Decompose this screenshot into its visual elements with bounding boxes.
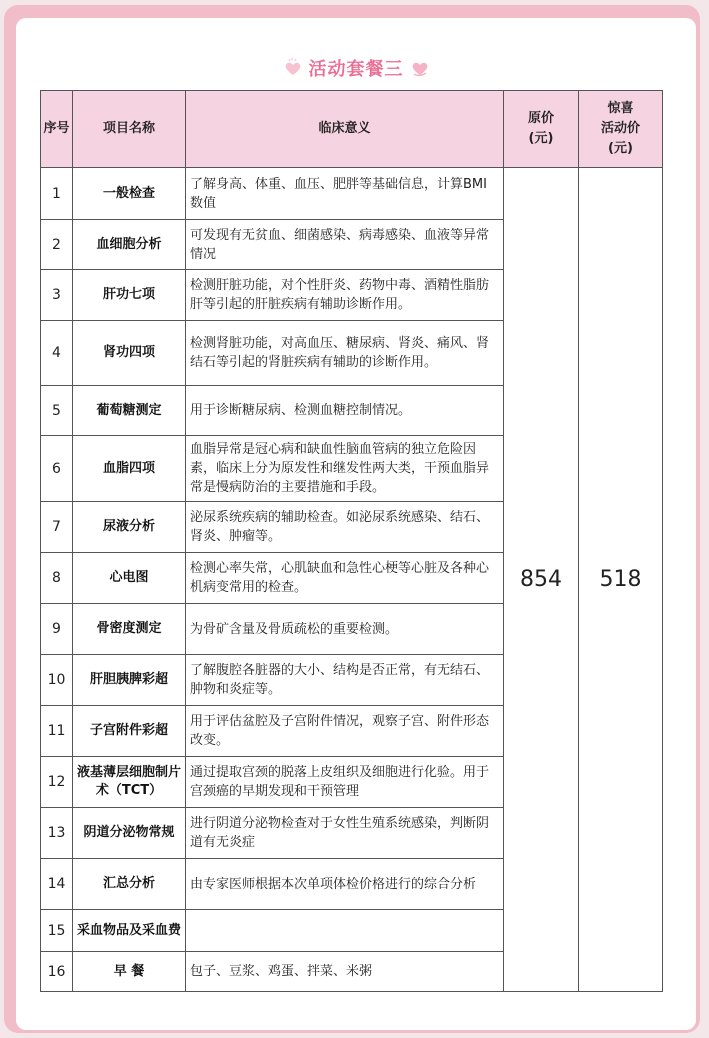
- row-name: 葡萄糖测定: [73, 386, 186, 436]
- header-original-price-line2: (元): [528, 131, 554, 146]
- header-original-price-line1: 原价: [527, 111, 554, 126]
- heart-right-icon: [410, 58, 430, 78]
- row-desc: 用于评估盆腔及子宫附件情况，观察子宫、附件形态改变。: [186, 706, 504, 757]
- row-name: 肝功七项: [73, 270, 186, 321]
- row-name: 液基薄层细胞制片术（TCT）: [73, 757, 186, 808]
- table-row: [41, 168, 663, 220]
- original-price: 854: [504, 168, 579, 992]
- header-name: 项目名称: [73, 91, 186, 168]
- row-name: 血脂四项: [73, 436, 186, 502]
- row-desc: [186, 910, 504, 952]
- row-name: 肾功四项: [73, 321, 186, 386]
- header-promo-price: [579, 91, 663, 168]
- row-desc: 了解腹腔各脏器的大小、结构是否正常，有无结石、肿物和炎症等。: [186, 655, 504, 706]
- row-name: 阴道分泌物常规: [73, 808, 186, 859]
- page-title: 活动套餐三: [308, 59, 404, 80]
- row-no: 12: [41, 757, 73, 808]
- row-desc: 由专家医师根据本次单项体检价格进行的综合分析: [186, 859, 504, 910]
- header-promo-price-line2: 活动价: [600, 121, 640, 136]
- row-no: 8: [41, 553, 73, 604]
- row-no: 15: [41, 910, 73, 952]
- row-no: 9: [41, 604, 73, 655]
- row-desc: 用于诊断糖尿病、检测血糖控制情况。: [186, 386, 504, 436]
- row-name: 肝胆胰脾彩超: [73, 655, 186, 706]
- row-name: 血细胞分析: [73, 220, 186, 270]
- header-no: 序号: [41, 91, 73, 168]
- row-name: 早 餐: [73, 952, 186, 992]
- row-desc: 通过提取宫颈的脱落上皮组织及细胞进行化验。用于宫颈癌的早期发现和干预管理: [186, 757, 504, 808]
- row-desc: 检测肾脏功能，对高血压、糖尿病、肾炎、痛风、肾结石等引起的肾脏疾病有辅助的诊断作用。: [186, 321, 504, 386]
- header-original-price: [504, 91, 579, 168]
- row-no: 4: [41, 321, 73, 386]
- heart-left-icon: [283, 58, 303, 78]
- row-no: 3: [41, 270, 73, 321]
- row-desc: 包子、豆浆、鸡蛋、拌菜、米粥: [186, 952, 504, 992]
- header-promo-price-line1: 惊喜: [607, 101, 634, 116]
- row-no: 2: [41, 220, 73, 270]
- package-table: [40, 90, 663, 992]
- row-desc: 检测肝脏功能，对个性肝炎、药物中毒、酒精性脂肪肝等引起的肝脏疾病有辅助诊断作用。: [186, 270, 504, 321]
- row-name: 子宫附件彩超: [73, 706, 186, 757]
- row-name: 采血物品及采血费: [73, 910, 186, 952]
- row-no: 10: [41, 655, 73, 706]
- row-desc: 检测心率失常，心肌缺血和急性心梗等心脏及各种心机病变常用的检查。: [186, 553, 504, 604]
- header-promo-price-line3: (元): [608, 141, 633, 156]
- row-desc: 可发现有无贫血、细菌感染、病毒感染、血液等异常情况: [186, 220, 504, 270]
- row-no: 7: [41, 502, 73, 553]
- card-header: [16, 48, 696, 88]
- row-desc: 血脂异常是冠心病和缺血性脑血管病的独立危险因素，临床上分为原发性和继发性两大类，干预血脂异常是慢病防治的主要措施和手段。: [186, 436, 504, 502]
- row-name: 汇总分析: [73, 859, 186, 910]
- row-no: 14: [41, 859, 73, 910]
- row-name: 骨密度测定: [73, 604, 186, 655]
- row-no: 6: [41, 436, 73, 502]
- row-name: 尿液分析: [73, 502, 186, 553]
- row-no: 13: [41, 808, 73, 859]
- promo-price: 518: [579, 168, 663, 992]
- header-meaning: 临床意义: [186, 91, 504, 168]
- row-no: 1: [41, 168, 73, 220]
- table-header-row: [41, 91, 663, 168]
- row-desc: 进行阴道分泌物检查对于女性生殖系统感染，判断阴道有无炎症: [186, 808, 504, 859]
- row-desc: 了解身高、体重、血压、肥胖等基础信息，计算BMI数值: [186, 168, 504, 220]
- row-no: 16: [41, 952, 73, 992]
- row-name: 一般检查: [73, 168, 186, 220]
- row-no: 5: [41, 386, 73, 436]
- row-name: 心电图: [73, 553, 186, 604]
- row-no: 11: [41, 706, 73, 757]
- row-desc: 为骨矿含量及骨质疏松的重要检测。: [186, 604, 504, 655]
- row-desc: 泌尿系统疾病的辅助检查。如泌尿系统感染、结石、肾炎、肿瘤等。: [186, 502, 504, 553]
